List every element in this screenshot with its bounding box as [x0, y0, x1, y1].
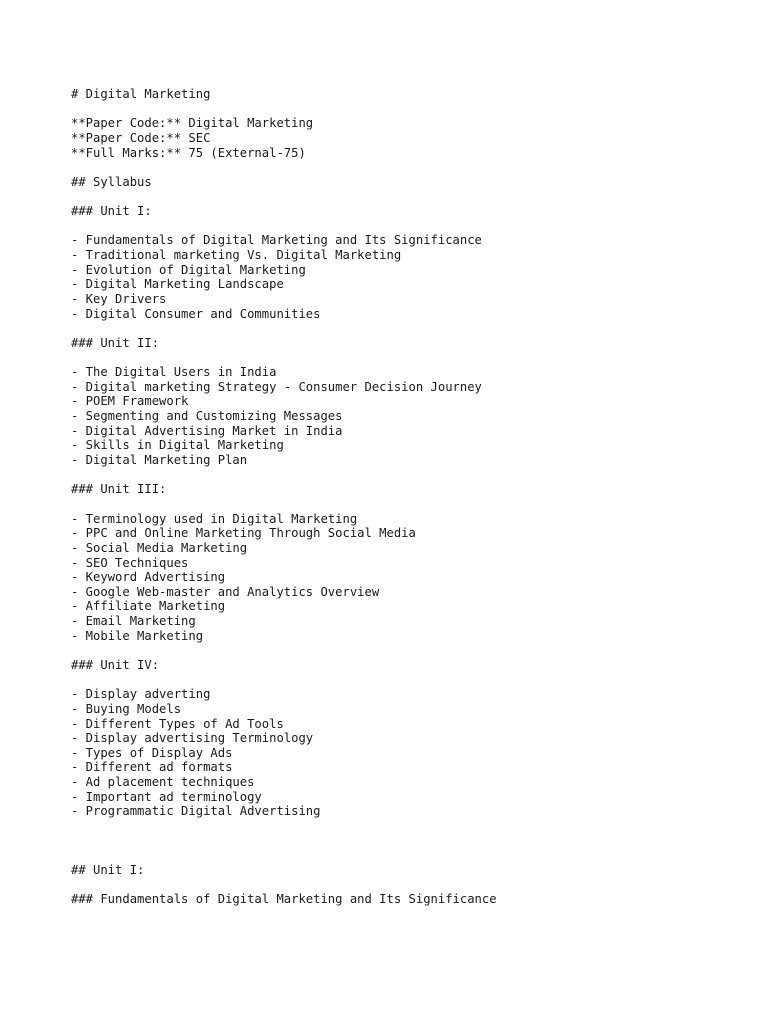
list-item: - Keyword Advertising [71, 570, 226, 585]
list-item: - Ad placement techniques [71, 775, 255, 790]
list-item: - Segmenting and Customizing Messages [71, 409, 343, 424]
spacer [71, 497, 751, 512]
spacer [71, 643, 751, 658]
list-item: - PPC and Online Marketing Through Social Media [71, 526, 416, 541]
unit-heading: ### Unit III: [71, 482, 167, 497]
list-item: - Skills in Digital Marketing [71, 438, 284, 453]
list-item: - Different ad formats [71, 760, 233, 775]
document-title: # Digital Marketing [71, 87, 211, 101]
list-item: - Email Marketing [71, 614, 196, 629]
list-item: - Display adverting [71, 687, 211, 702]
list-item: - Fundamentals of Digital Marketing and Its Significance [71, 233, 482, 248]
section-heading: ## Unit I: [71, 862, 145, 877]
spacer [71, 102, 751, 117]
list-item: - Digital Consumer and Communities [71, 306, 321, 321]
list-item: - Mobile Marketing [71, 628, 204, 643]
list-item: - Evolution of Digital Marketing [71, 262, 306, 277]
list-item: - Buying Models [71, 701, 182, 716]
list-item: - Digital Marketing Plan [71, 453, 248, 468]
list-item: - Terminology used in Digital Marketing [71, 511, 358, 526]
syllabus-heading: ## Syllabus [71, 174, 152, 189]
unit-heading: ### Unit IV: [71, 657, 160, 672]
spacer [71, 321, 751, 336]
list-item: - Google Web-master and Analytics Overview [71, 584, 380, 599]
subsection-heading: ### Fundamentals of Digital Marketing and Its Significance [71, 892, 497, 907]
spacer [71, 468, 751, 483]
list-item: - Important ad terminology [71, 789, 262, 804]
unit-heading: ### Unit II: [71, 335, 160, 350]
list-item: - Digital Advertising Market in India [71, 423, 343, 438]
list-item: - Display advertising Terminology [71, 731, 314, 746]
list-item: - Traditional marketing Vs. Digital Marketing [71, 248, 402, 263]
spacer [71, 351, 751, 366]
list-item: - Different Types of Ad Tools [71, 716, 284, 731]
full-marks-line: **Full Marks:** 75 (External-75) [71, 145, 306, 160]
list-item: - Affiliate Marketing [71, 599, 226, 614]
list-item: - Digital marketing Strategy - Consumer Decision Journey [71, 379, 482, 394]
list-item: - Types of Display Ads [71, 745, 233, 760]
list-item: - SEO Techniques [71, 555, 189, 570]
spacer [71, 878, 751, 893]
list-item: - Social Media Marketing [71, 540, 248, 555]
spacer [71, 673, 751, 688]
list-item: - The Digital Users in India [71, 365, 277, 380]
list-item: - Key Drivers [71, 291, 167, 306]
document-page [71, 87, 751, 907]
spacer [71, 160, 751, 175]
paper-code-line: **Paper Code:** SEC [71, 130, 211, 145]
unit-heading: ### Unit I: [71, 204, 152, 219]
list-item: - Programmatic Digital Advertising [71, 804, 321, 819]
paper-code-line: **Paper Code:** Digital Marketing [71, 116, 314, 131]
list-item: - Digital Marketing Landscape [71, 277, 284, 292]
spacer [71, 189, 751, 204]
list-item: - POEM Framework [71, 394, 189, 409]
spacer [71, 219, 751, 234]
spacer [71, 819, 751, 863]
